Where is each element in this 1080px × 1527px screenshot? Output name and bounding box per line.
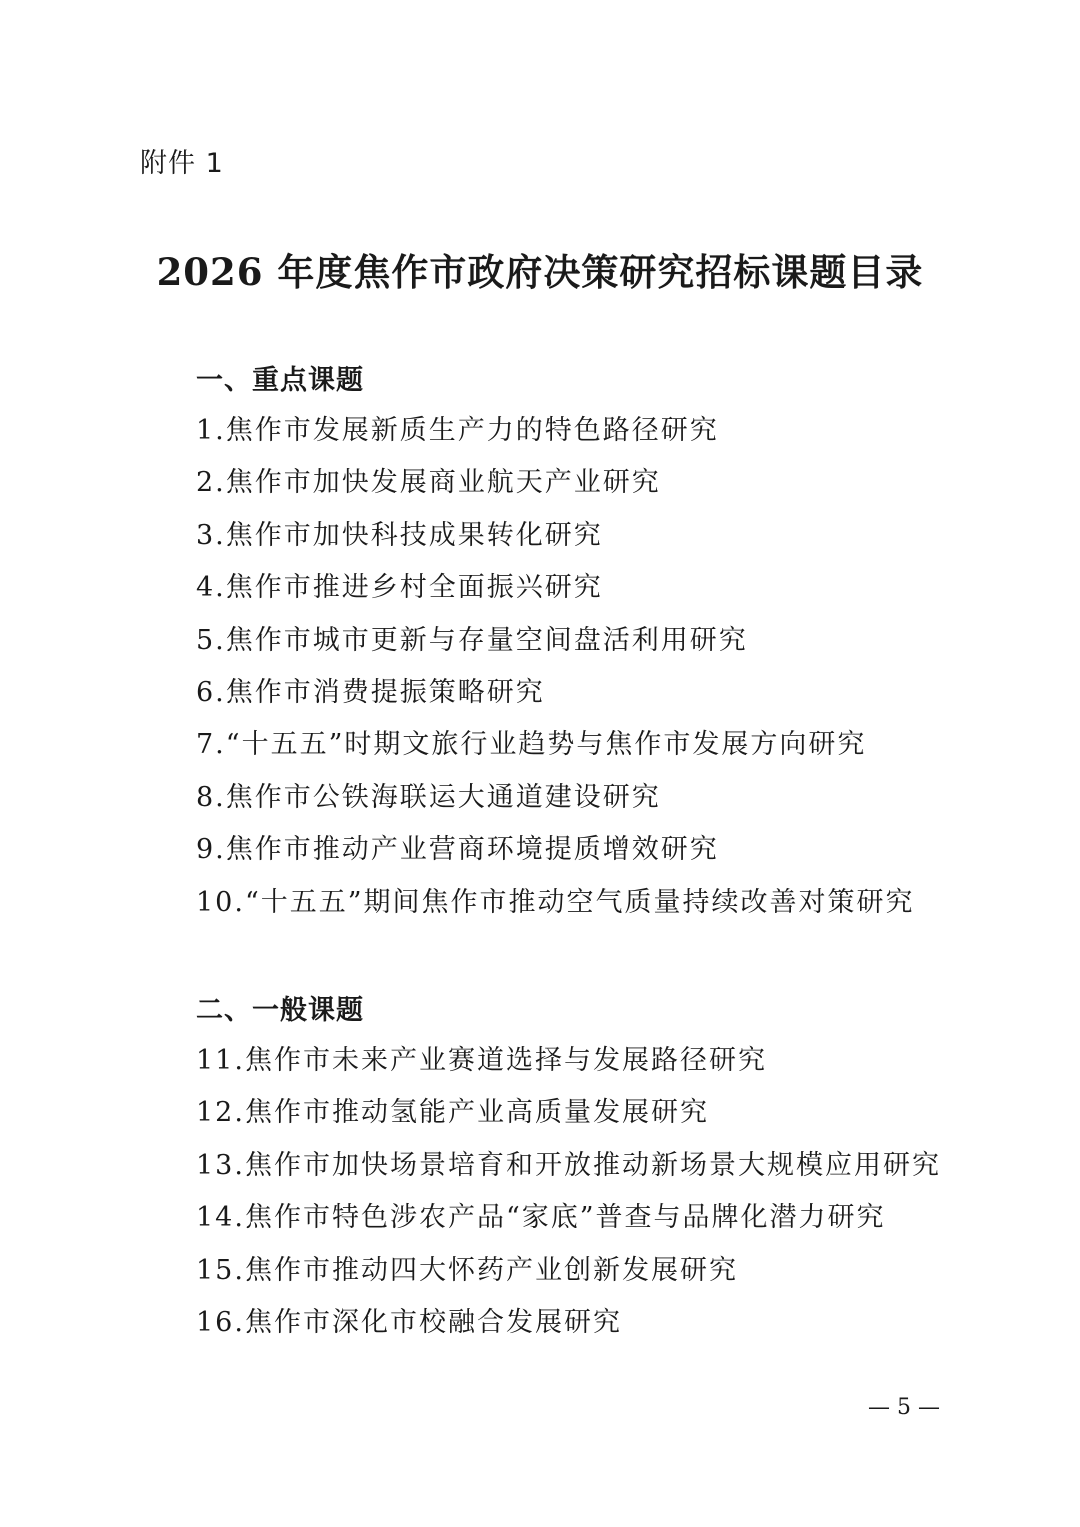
topic-item: 9.焦作市推动产业营商环境提质增效研究 xyxy=(196,834,719,866)
topic-item: 8.焦作市公铁海联运大通道建设研究 xyxy=(196,781,661,813)
topic-item: 15.焦作市推动四大怀药产业创新发展研究 xyxy=(196,1254,738,1286)
section-heading: 二、一般课题 xyxy=(196,995,364,1026)
topic-item: 7.“十五五”时期文旅行业趋势与焦作市发展方向研究 xyxy=(196,729,867,761)
topic-item: 2.焦作市加快发展商业航天产业研究 xyxy=(196,467,661,499)
topic-item: 13.焦作市加快场景培育和开放推动新场景大规模应用研究 xyxy=(196,1149,941,1181)
topic-list xyxy=(196,1035,1016,1349)
topic-item: 16.焦作市深化市校融合发展研究 xyxy=(196,1306,622,1338)
topic-item: 14.焦作市特色涉农产品“家底”普查与品牌化潜力研究 xyxy=(196,1202,886,1234)
document-title: 2026 年度焦作市政府决策研究招标课题目录 xyxy=(156,250,924,294)
topic-item: 4.焦作市推进乡村全面振兴研究 xyxy=(196,572,603,604)
topic-item: 11.焦作市未来产业赛道选择与发展路径研究 xyxy=(196,1045,767,1076)
section-heading: 一、重点课题 xyxy=(196,365,364,396)
topic-item: 12.焦作市推动氢能产业高质量发展研究 xyxy=(196,1097,709,1129)
topic-list xyxy=(196,405,1016,929)
attachment-label: 附件 1 xyxy=(140,148,224,179)
topic-item: 10.“十五五”期间焦作市推动空气质量持续改善对策研究 xyxy=(196,886,915,918)
topic-item: 3.焦作市加快科技成果转化研究 xyxy=(196,519,603,551)
section-general-topics xyxy=(196,987,1016,1349)
topic-item: 6.焦作市消费提振策略研究 xyxy=(196,676,545,708)
section-key-topics xyxy=(196,357,1016,929)
topic-item: 5.焦作市城市更新与存量空间盘活利用研究 xyxy=(196,624,748,656)
page-number: — 5 — xyxy=(868,1395,940,1420)
topic-item: 1.焦作市发展新质生产力的特色路径研究 xyxy=(196,415,719,446)
